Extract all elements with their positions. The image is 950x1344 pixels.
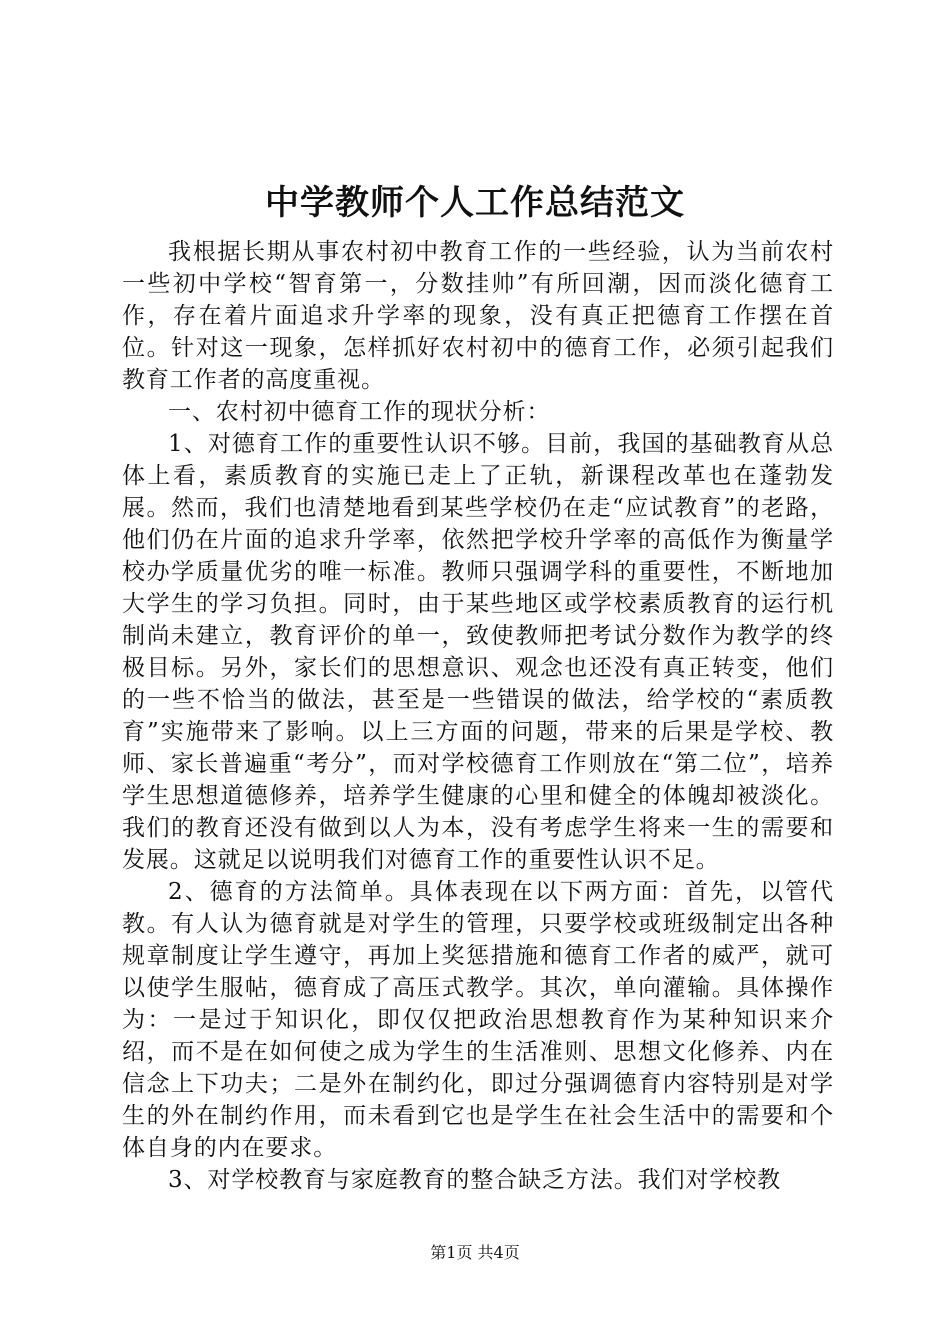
paragraph-point-1: 1、对德育工作的重要性认识不够。目前，我国的基础教育从总体上看，素质教育的实施已走上了正轨，新课程改革也在蓬勃发展。然而，我们也清楚地看到某些学校仍在走“应试教育”的老路，他们仍在片面的追求升学率，依然把学校升学率的高低作为衡量学校办学质量优劣的唯一标准。教师只强调学科的重要性，不断地加大学生的学习负担。同时，由于某些地区或学校素质教育的运行机制尚未建立，教育评价的单一，致使教师把考试分数作为教学的终极目标。另外，家长们的思想意识、观念也还没有真正转变，他们的一些不恰当的做法，甚至是一些错误的做法，给学校的“素质教育”实施带来了影响。以上三方面的问题，带来的后果是学校、教师、家长普遍重“考分”，而对学校德育工作则放在“第二位”，培养学生思想道德修养，培养学生健康的心里和健全的体魄却被淡化。我们的教育还没有做到以人为本，没有考虑学生将来一生的需要和发展。这就足以说明我们对德育工作的重要性认识不足。: [122, 431, 834, 873]
document-body: [122, 236, 834, 1196]
document-title: 中学教师个人工作总结范文: [265, 183, 685, 223]
paragraph-point-2: 2、德育的方法简单。具体表现在以下两方面：首先，以管代教。有人认为德育就是对学生的管理，只要学校或班级制定出各种规章制度让学生遵守，再加上奖惩措施和德育工作者的威严，就可以使学生服帖，德育成了高压式教学。其次，单向灌输。具体操作为：一是过于知识化，即仅仅把政治思想教育作为某种知识来介绍，而不是在如何使之成为学生的生活准则、思想文化修养、内在信念上下功夫；二是外在制约化，即过分强调德育内容特别是对学生的外在制约作用，而未看到它也是学生在社会生活中的需要和个体自身的内在要求。: [122, 879, 834, 1161]
paragraph-point-3: 3、对学校教育与家庭教育的整合缺乏方法。我们对学校教: [168, 1167, 782, 1193]
page-number-footer: 第1页 共4页: [430, 1243, 520, 1262]
paragraph-intro: 我根据长期从事农村初中教育工作的一些经验，认为当前农村一些初中学校“智育第一，分数挂帅”有所回潮，因而淡化德育工作，存在着片面追求升学率的现象，没有真正把德育工作摆在首位。针对这一现象，怎样抓好农村初中的德育工作，必须引起我们教育工作者的高度重视。: [122, 239, 834, 393]
paragraph-section-heading: 一、农村初中德育工作的现状分析：: [168, 399, 551, 425]
